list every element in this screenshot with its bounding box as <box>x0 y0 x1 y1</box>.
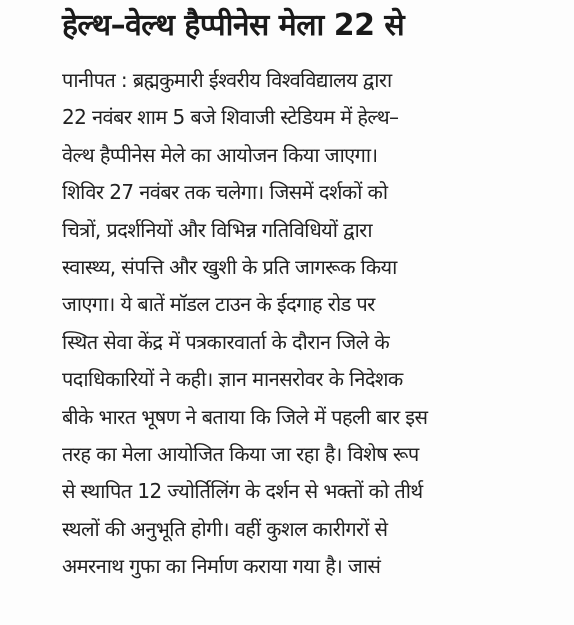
article-line: तरह का मेला आयोजित किया जा रहा है। विशेष रूप <box>62 441 419 466</box>
article-line: स्वास्थ्य, संपत्ति और खुशी के प्रति जागरूक किया <box>62 254 397 279</box>
article-line: पानीपत : ब्रह्मकुमारी ईश्वरीय विश्वविद्यालय द्वारा <box>62 68 392 92</box>
article-body <box>62 62 567 585</box>
article-line: अमरनाथ गुफा का निर्माण कराया गया है। जासं <box>62 554 381 579</box>
article-line: वेल्थ हैप्पीनेस मेले का आयोजन किया जाएगा। <box>62 142 378 167</box>
headline: हेल्थ–वेल्थ हैप्पीनेस मेला 22 से <box>62 8 405 43</box>
article-line: शिविर 27 नवंबर तक चलेगा। जिसमें दर्शकों को <box>62 180 388 205</box>
article-line: 22 नवंबर शाम 5 बजे शिवाजी स्टेडियम में हेल्थ– <box>62 105 399 130</box>
article-line: जाएगा। ये बातें मॉडल टाउन के ईदगाह रोड पर <box>62 292 375 317</box>
article-line: बीके भारत भूषण ने बताया कि जिले में पहली बार इस <box>62 404 428 429</box>
article-line: पदाधिकारियों ने कही। ज्ञान मानसरोवर के निदेशक <box>62 367 403 392</box>
article-line: से स्थापित 12 ज्योर्तिलिंग के दर्शन से भक्तों को तीर्थ <box>62 479 423 504</box>
article-line: चित्रों, प्रदर्शनियों और विभिन्न गतिविधियों द्वारा <box>62 217 372 242</box>
article-line: स्थित सेवा केंद्र में पत्रकारवार्ता के दौरान जिले के <box>62 329 390 354</box>
article-line: स्थलों की अनुभूति होगी। वहीं कुशल कारीगरों से <box>62 516 388 541</box>
